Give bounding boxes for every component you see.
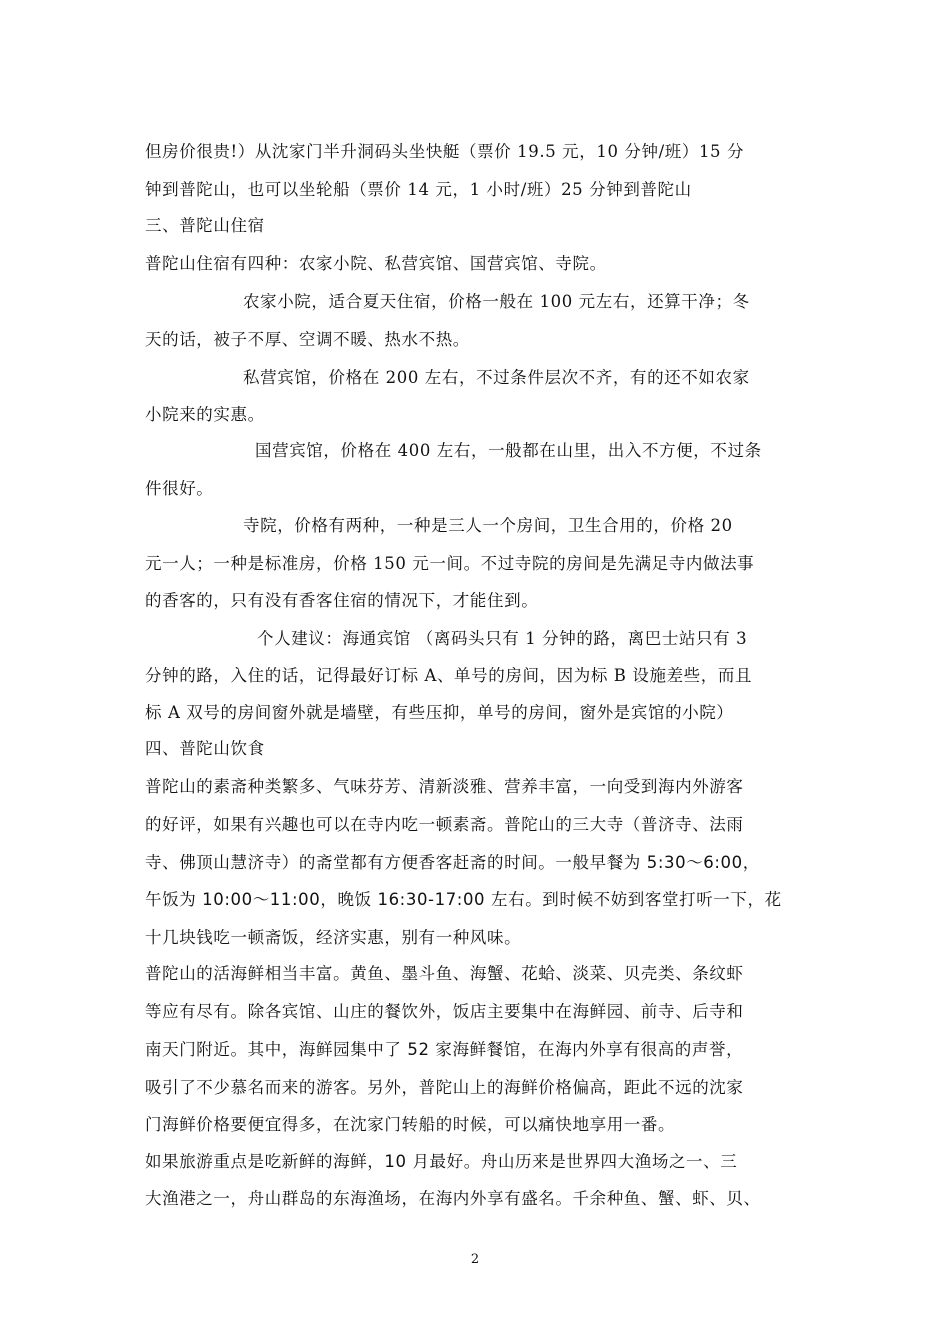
text-line: 国营宾馆，价格在 400 左右，一般都在山里，出入不方便，不过条	[255, 440, 762, 460]
text-line: 寺、佛顶山慧济寺）的斋堂都有方便香客赶斋的时间。一般早餐为 5:30～6:00，	[145, 852, 760, 872]
text-line: 的好评，如果有兴趣也可以在寺内吃一顿素斋。普陀山的三大寺（普济寺、法雨	[145, 814, 744, 834]
text-line: 门海鲜价格要便宜得多，在沈家门转船的时候，可以痛快地享用一番。	[145, 1114, 676, 1134]
text-line: 吸引了不少慕名而来的游客。另外，普陀山上的海鲜价格偏高，距此不远的沈家	[145, 1077, 744, 1097]
text-line: 标 A 双号的房间窗外就是墙壁，有些压抑，单号的房间，窗外是宾馆的小院）	[145, 702, 734, 722]
page-number: 2	[470, 1252, 480, 1267]
text-line: 小院来的实惠。	[145, 404, 265, 424]
text-line: 的香客的，只有没有香客住宿的情况下，才能住到。	[145, 590, 539, 610]
text-line: 件很好。	[145, 478, 214, 498]
text-line: 等应有尽有。除各宾馆、山庄的餐饮外，饭店主要集中在海鲜园、前寺、后寺和	[145, 1001, 744, 1021]
text-line: 分钟的路，入住的话，记得最好订标 A、单号的房间，因为标 B 设施差些，而且	[145, 665, 753, 685]
section-heading: 四、普陀山饮食	[145, 738, 265, 758]
text-line: 十几块钱吃一顿斋饭，经济实惠，别有一种风味。	[145, 927, 522, 947]
text-line: 但房价很贵!）从沈家门半升洞码头坐快艇（票价 19.5 元，10 分钟/班）15 分	[145, 141, 745, 161]
text-line: 普陀山的素斋种类繁多、气味芬芳、清新淡雅、营养丰富，一向受到海内外游客	[145, 776, 744, 796]
text-line: 天的话，被子不厚、空调不暖、热水不热。	[145, 329, 470, 349]
text-line: 元一人；一种是标准房，价格 150 元一间。不过寺院的房间是先满足寺内做法事	[145, 553, 755, 573]
text-line: 农家小院，适合夏天住宿，价格一般在 100 元左右，还算干净；冬	[243, 291, 750, 311]
text-line: 普陀山的活海鲜相当丰富。黄鱼、墨斗鱼、海蟹、花蛤、淡菜、贝壳类、条纹虾	[145, 963, 744, 983]
text-line: 午饭为 10:00～11:00，晚饭 16:30-17:00 左右。到时候不妨到客堂打听一下，花	[145, 889, 782, 909]
section-heading: 三、普陀山住宿	[145, 215, 265, 235]
text-line: 普陀山住宿有四种：农家小院、私营宾馆、国营宾馆、寺院。	[145, 253, 607, 273]
text-line: 钟到普陀山，也可以坐轮船（票价 14 元，1 小时/班）25 分钟到普陀山	[145, 179, 692, 199]
text-line: 大渔港之一，舟山群岛的东海渔场，在海内外享有盛名。千余种鱼、蟹、虾、贝、	[145, 1188, 761, 1208]
text-line: 如果旅游重点是吃新鲜的海鲜，10 月最好。舟山历来是世界四大渔场之一、三	[145, 1151, 738, 1171]
text-line: 个人建议：海通宾馆 （离码头只有 1 分钟的路，离巴士站只有 3	[257, 628, 748, 648]
text-line: 寺院，价格有两种，一种是三人一个房间，卫生合用的，价格 20	[243, 515, 733, 535]
text-line: 私营宾馆，价格在 200 左右，不过条件层次不齐，有的还不如农家	[243, 367, 750, 387]
text-line: 南天门附近。其中，海鲜园集中了 52 家海鲜餐馆，在海内外享有很高的声誉，	[145, 1039, 744, 1059]
